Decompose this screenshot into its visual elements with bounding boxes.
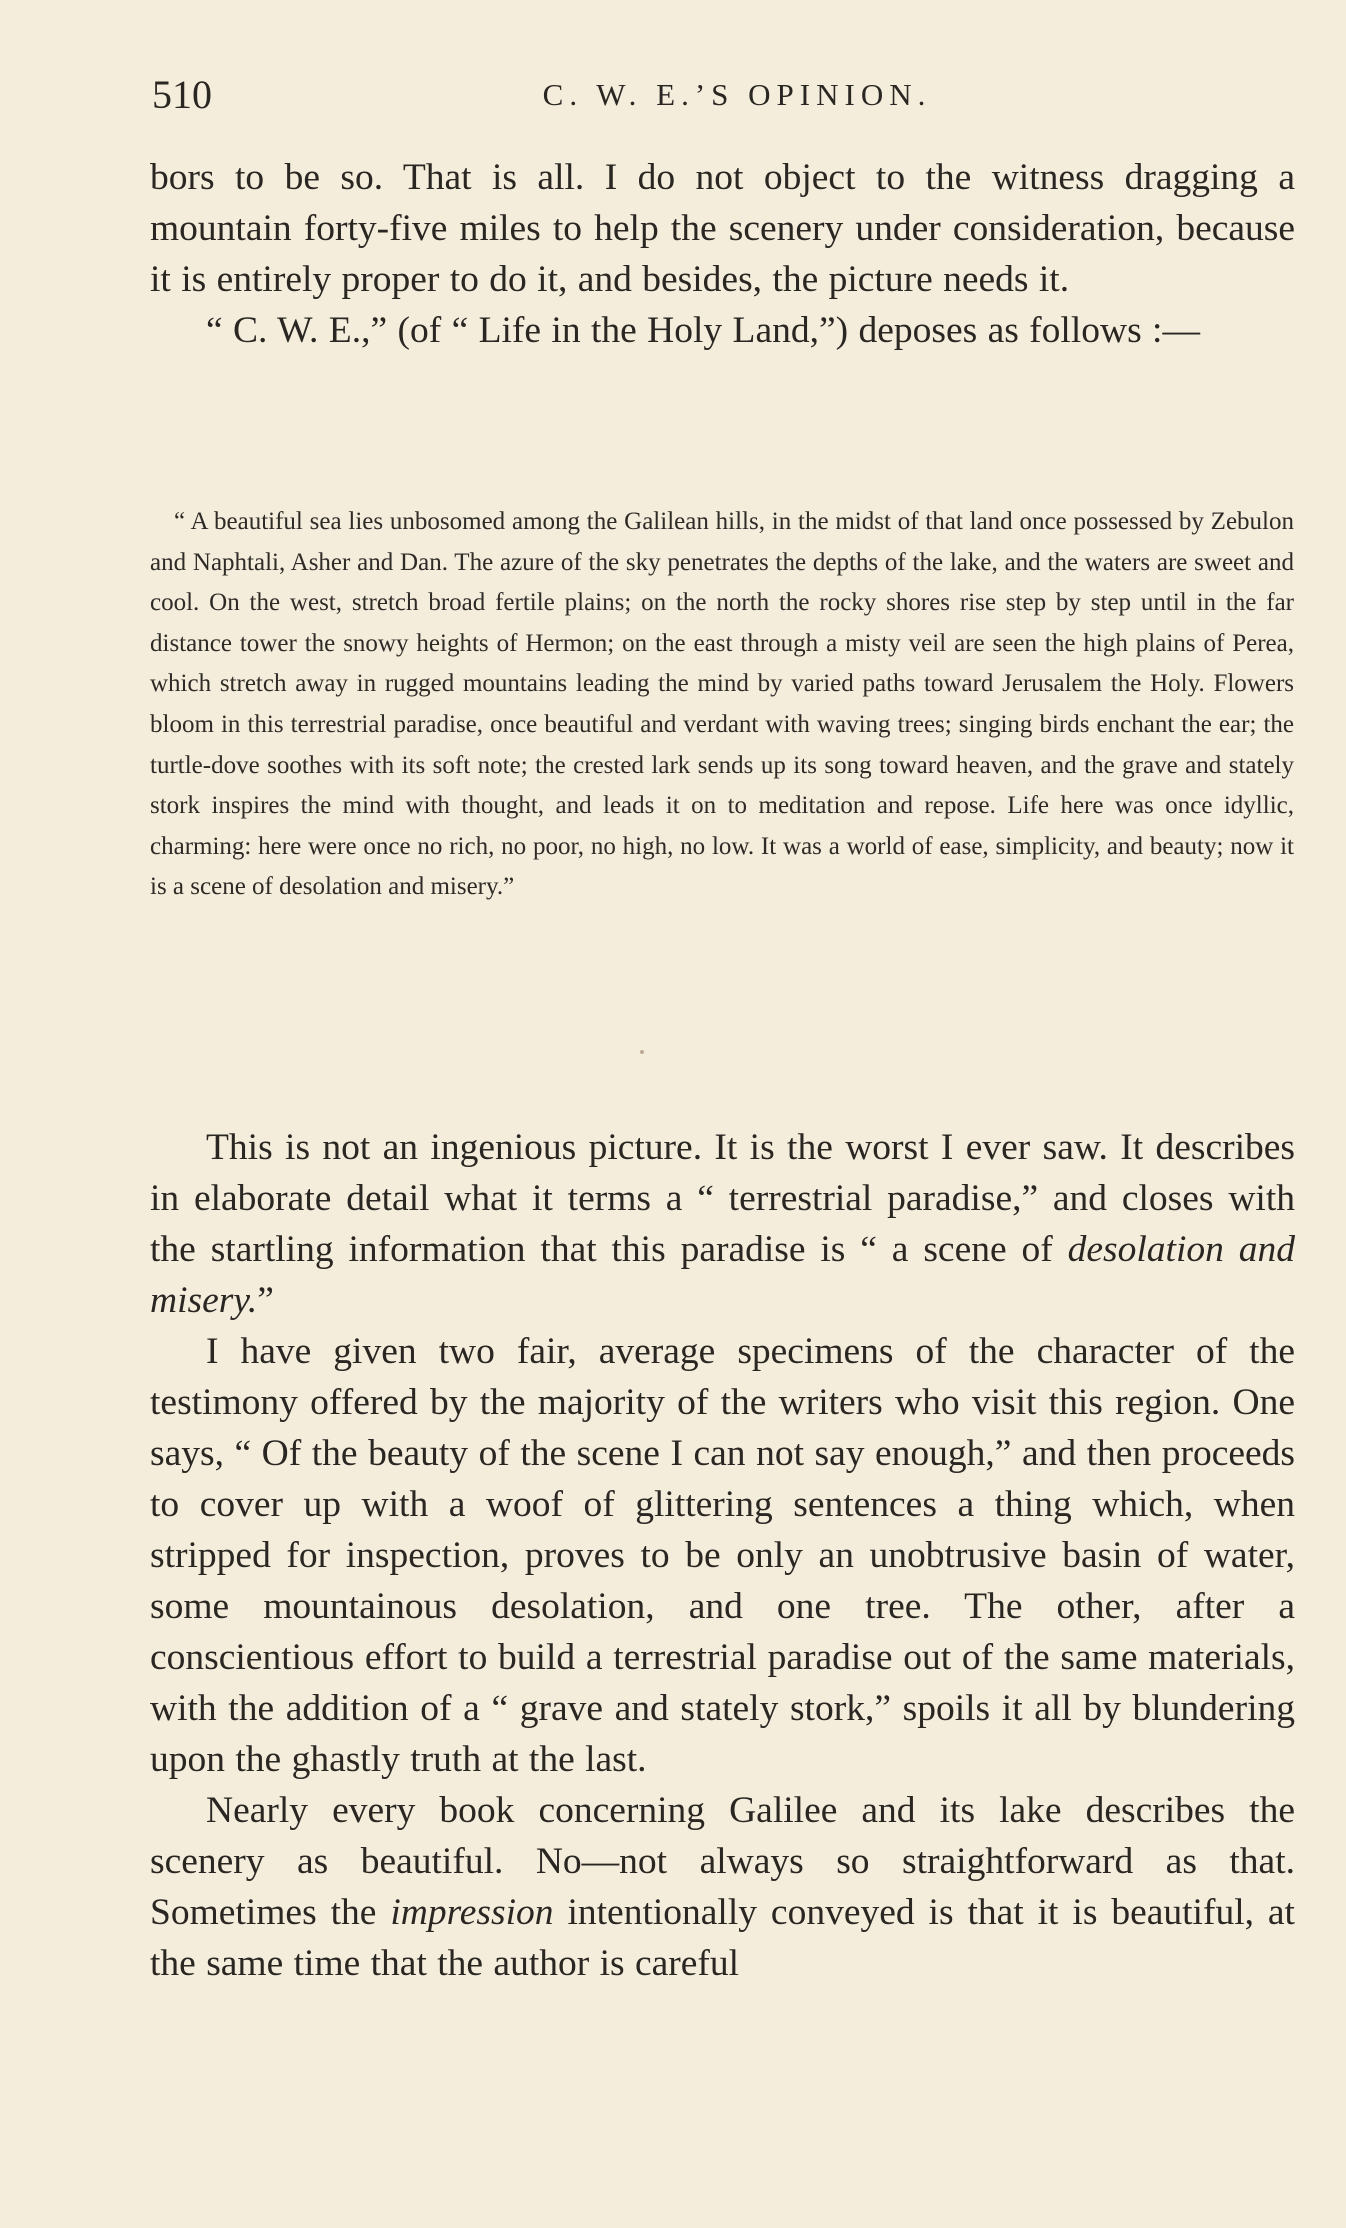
opening-text: [150, 152, 1295, 356]
paragraph-5-emphasis: impression: [390, 1892, 554, 1933]
paragraph-5: [150, 1785, 1295, 1989]
block-quote: [150, 502, 1294, 908]
closing-text: [150, 1122, 1295, 1989]
paragraph-3-text-before: This is not an ingenious picture. It is the worst I ever saw. It describes in elaborate detail what it terms a “ terrestrial paradise,” and closes with the startling information that this paradise is “ a scene of: [150, 1127, 1295, 1270]
paragraph-2: “ C. W. E.,” (of “ Life in the Holy Land,”) deposes as follows :—: [206, 310, 1200, 351]
paragraph-4: I have given two fair, average specimens of the character of the testimony offered by the majority of the writers who visit this region. One says, “ Of the beauty of the scene I can not say enough,” and then proceeds to cover up with a woof of glittering sentences a thing which, when stripped for inspection, proves to be only an unobtrusive basin of water, some mountainous desolation, and one tree. The other, after a conscientious effort to build a terrestrial paradise out of the same materials, with the addition of a “ grave and stately stork,” spoils it all by blundering upon the ghastly truth at the last.: [150, 1331, 1295, 1780]
print-speck: [640, 1050, 644, 1054]
quote-text: “ A beautiful sea lies unbosomed among the Galilean hills, in the midst of that land once possessed by Zebulon and Naphtali, Asher and Dan. The azure of the sky penetrates the depths of the lake, and the waters are sweet and cool. On the west, stretch broad fertile plains; on the north the rocky shores rise step by step until in the far distance tower the snowy heights of Hermon; on the east through a misty veil are seen the high plains of Perea, which stretch away in rugged mountains leading the mind by varied paths toward Jerusalem the Holy. Flowers bloom in this terrestrial paradise, once beautiful and verdant with waving trees; singing birds enchant the ear; the turtle-dove soothes with its soft note; the crested lark sends up its song toward heaven, and the grave and stately stork inspires the mind with thought, and leads it on to meditation and repose. Life here was once idyllic, charming: here were once no rich, no poor, no high, no low. It was a world of ease, simplicity, and beauty; now it is a scene of desolation and misery.”: [150, 508, 1294, 901]
running-head: C. W. E.’S OPINION.: [542, 77, 932, 112]
paragraph-1: bors to be so. That is all. I do not object to the witness dragging a mountain forty-five miles to help the scenery under consideration, because it is entirely proper to do it, and besides, the picture needs it.: [150, 157, 1295, 300]
paragraph-5-text-after: intentionally conveyed is that it is beautiful, at the same time that the author is careful: [150, 1892, 1295, 1984]
paragraph-3-text-after: ”: [257, 1280, 274, 1321]
page-number: 510: [152, 72, 212, 117]
paragraph-5-text-before: Nearly every book concerning Galilee and its lake describes the scenery as beautiful. No—not always so straightforward as that. Sometimes the: [150, 1790, 1295, 1933]
paragraph-3-emphasis: desolation and misery.: [150, 1229, 1296, 1321]
page-header: [152, 70, 1292, 120]
paragraph-3: [150, 1122, 1295, 1326]
